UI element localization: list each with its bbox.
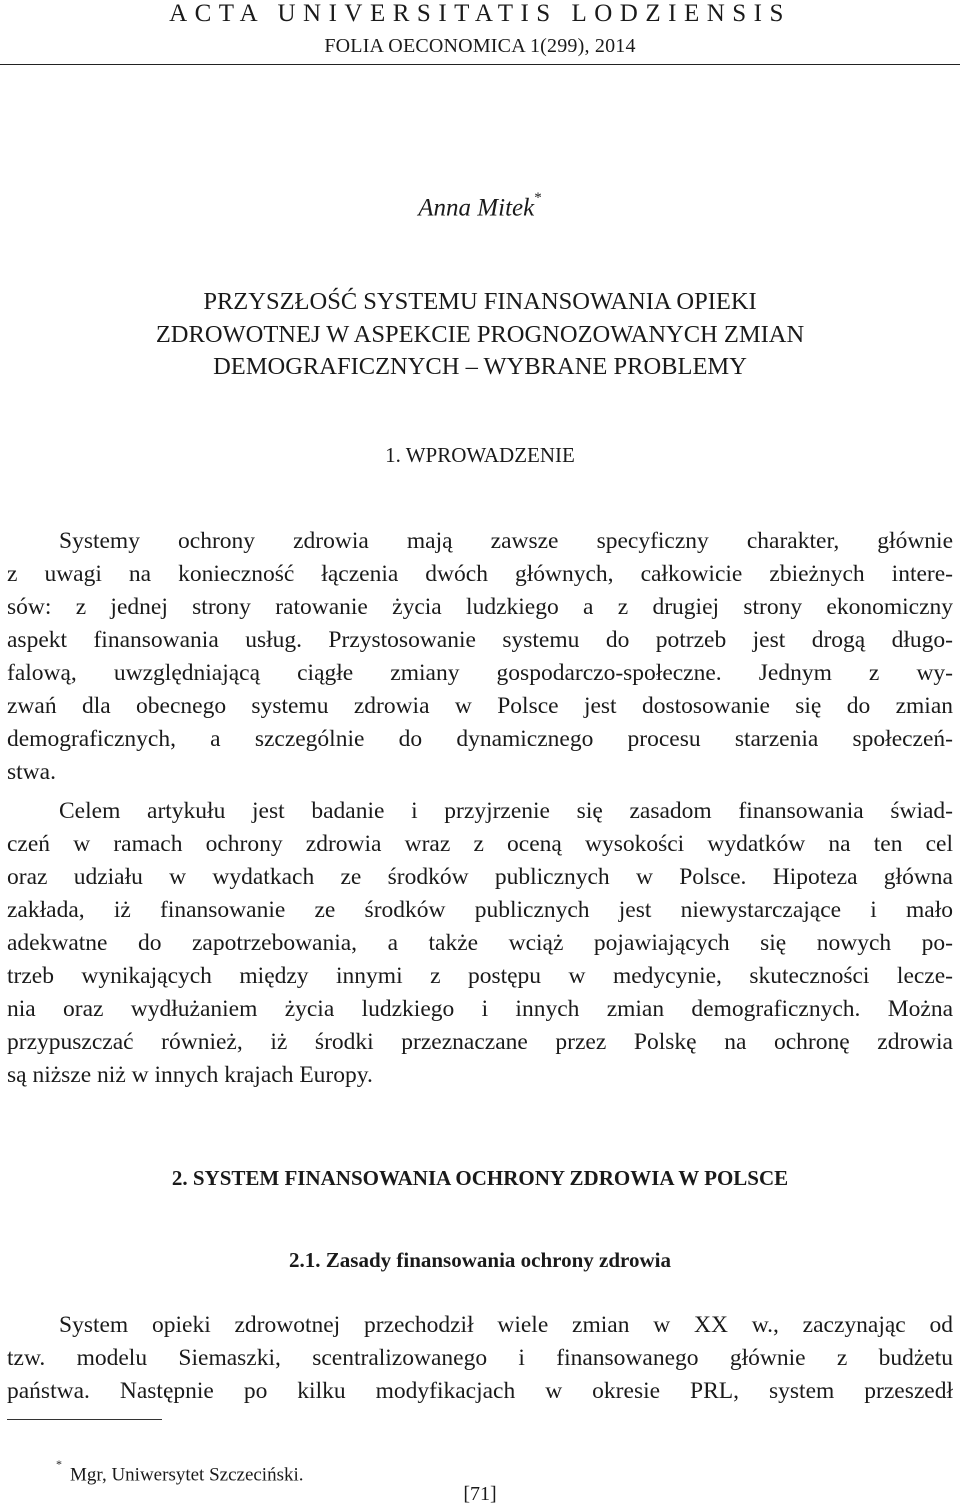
intro-paragraph-1: [7, 525, 953, 789]
text-line: państwa. Następnie po kilku modyfikacjach w okresie PRL, system przeszedł: [7, 1378, 953, 1404]
text-line: sów: z jednej strony ratowanie życia ludzkiego a z drugiej strony ekonomiczny: [7, 594, 953, 620]
footnote-text: Mgr, Uniwersytet Szczeciński.: [70, 1464, 304, 1486]
section-heading-1: 1. WPROWADZENIE: [385, 443, 575, 467]
text-line: nia oraz wydłużaniem życia ludzkiego i innych zmian demograficznych. Można: [7, 996, 953, 1022]
author-line: [0, 185, 960, 225]
text-line: Systemy ochrony zdrowia mają zawsze specyficzny charakter, głównie: [59, 528, 953, 554]
text-line: zwań dla obecnego systemu zdrowia w Polsce jest dostosowanie się do zmian: [7, 693, 953, 719]
text-line: adekwatne do zapotrzebowania, a także wciąż pojawiających się nowych po-: [7, 930, 953, 956]
intro-paragraph-2: [7, 795, 953, 1092]
text-line: trzeb wynikających między innymi z postępu w medycynie, skuteczności lecze-: [7, 963, 953, 989]
author-footnote-marker: *: [534, 190, 542, 206]
text-line: System opieki zdrowotnej przechodził wiele zmian w XX w., zaczynając od: [59, 1312, 953, 1338]
article-title: [0, 286, 960, 384]
author-name: Anna Mitek: [418, 194, 535, 222]
text-line: z uwagi na konieczność łączenia dwóch głównych, całkowicie zbieżnych intere-: [7, 561, 953, 587]
footnote-rule: [7, 1419, 162, 1420]
footnote-marker: *: [56, 1457, 62, 1471]
header-rule: [0, 64, 960, 65]
title-line: DEMOGRAFICZNYCH – WYBRANE PROBLEMY: [213, 353, 747, 380]
section-heading-2: 2. SYSTEM FINANSOWANIA OCHRONY ZDROWIA W POLSCE: [171, 1166, 789, 1190]
text-line: aspekt finansowania usług. Przystosowanie systemu do potrzeb jest drogą długo-: [7, 627, 953, 653]
text-line: oraz udziału w wydatkach ze środków publicznych w Polsce. Hipoteza główna: [7, 864, 953, 890]
text-line: przypuszczać również, iż środki przeznaczane przez Polskę na ochronę zdrowia: [7, 1029, 953, 1055]
text-line: falową, uwzględniającą ciągłe zmiany gospodarczo-społeczne. Jednym z wy-: [7, 660, 953, 686]
subsection-heading: 2.1. Zasady finansowania ochrony zdrowia: [289, 1248, 671, 1272]
section2-paragraph-1: [7, 1309, 953, 1408]
text-line: tzw. modelu Siemaszki, scentralizowanego i finansowanego głównie z budżetu: [7, 1345, 953, 1371]
text-line: zakłada, iż finansowanie ze środków publicznych jest niewystarczające i mało: [7, 897, 953, 923]
journal-issue: FOLIA OECONOMICA 1(299), 2014: [324, 35, 636, 57]
text-line: są niższe niż w innych krajach Europy.: [7, 1062, 373, 1088]
title-line: ZDROWOTNEJ W ASPEKCIE PROGNOZOWANYCH ZMIAN: [155, 320, 805, 348]
title-line: PRZYSZŁOŚĆ SYSTEMU FINANSOWANIA OPIEKI: [203, 288, 757, 315]
text-line: stwa.: [7, 759, 56, 785]
journal-name: ACTA UNIVERSITATIS LODZIENSIS: [169, 0, 791, 27]
text-line: demograficznych, a szczególnie do dynamicznego procesu starzenia społeczeń-: [7, 726, 953, 752]
text-line: Celem artykułu jest badanie i przyjrzenie się zasadom finansowania świad-: [59, 798, 953, 824]
page-number: [71]: [463, 1483, 497, 1505]
text-line: czeń w ramach ochrony zdrowia wraz z oceną wysokości wydatków na ten cel: [7, 831, 953, 857]
